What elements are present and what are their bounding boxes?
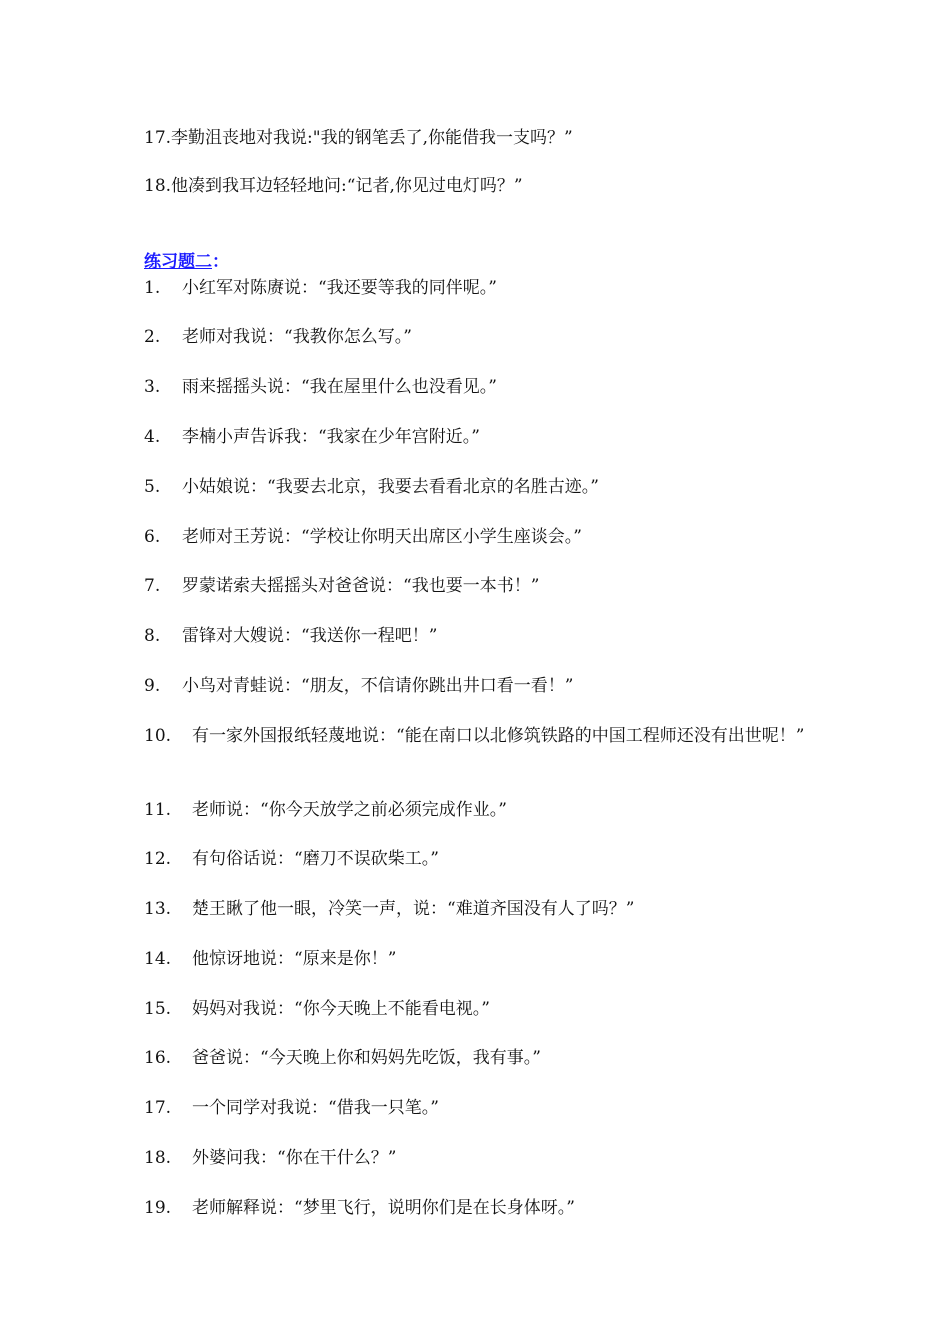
list-item-6: [144, 525, 814, 549]
item-text: 小鸟对青蛙说：“朋友，不信请你跳出井口看一看！”: [182, 676, 574, 696]
list-item-2: [144, 325, 814, 349]
item-number: 2.: [144, 327, 161, 347]
item-text: 老师说：“你今天放学之前必须完成作业。”: [192, 800, 507, 820]
list-item-9: [144, 674, 814, 698]
list-item-15: [144, 997, 814, 1021]
prev-item-17: 17.李勤沮丧地对我说:"我的钢笔丢了,你能借我一支吗？”: [144, 128, 573, 148]
item-text: 外婆问我：“你在干什么？”: [192, 1148, 397, 1168]
list-item-12: [144, 847, 814, 871]
item-text: 一个同学对我说：“借我一只笔。”: [192, 1098, 439, 1118]
item-text: 李楠小声告诉我：“我家在少年宫附近。”: [182, 427, 480, 447]
list-item-17: [144, 1096, 814, 1120]
item-number: 19.: [144, 1198, 172, 1218]
item-text: 小红军对陈赓说：“我还要等我的同伴呢。”: [182, 278, 497, 298]
item-text: 雷锋对大嫂说：“我送你一程吧！”: [182, 626, 438, 646]
item-text: 爸爸说：“今天晚上你和妈妈先吃饭，我有事。”: [192, 1048, 541, 1068]
section-heading-colon: ：: [212, 252, 229, 272]
list-item-11: [144, 798, 814, 822]
item-number: 9.: [144, 676, 161, 696]
item-number: 1.: [144, 278, 161, 298]
item-number: 17.: [144, 1098, 172, 1118]
item-number: 10.: [144, 726, 172, 746]
list-item-5: [144, 475, 814, 499]
list-item-19: [144, 1196, 814, 1220]
item-number: 6.: [144, 527, 161, 547]
list-item-16: [144, 1046, 814, 1070]
list-item-1: [144, 276, 814, 300]
list-item-13: [144, 897, 814, 921]
item-text: 雨来摇摇头说：“我在屋里什么也没看见。”: [182, 377, 497, 397]
item-text: 老师对王芳说：“学校让你明天出席区小学生座谈会。”: [182, 527, 582, 547]
item-text: 老师对我说：“我教你怎么写。”: [182, 327, 412, 347]
section-heading-link[interactable]: 练习题二: [144, 252, 212, 272]
item-number: 13.: [144, 899, 172, 919]
item-text: 小姑娘说：“我要去北京，我要去看看北京的名胜古迹。”: [182, 477, 599, 497]
item-number: 14.: [144, 949, 172, 969]
item-text: 有句俗话说：“磨刀不误砍柴工。”: [192, 849, 439, 869]
item-text: 楚王瞅了他一眼，冷笑一声，说：“难道齐国没有人了吗？”: [192, 899, 635, 919]
item-number: 5.: [144, 477, 161, 497]
list-item-10: [144, 724, 814, 748]
list-item-8: [144, 624, 814, 648]
list-item-14: [144, 947, 814, 971]
item-number: 12.: [144, 849, 172, 869]
list-item-4: [144, 425, 814, 449]
item-text: 妈妈对我说：“你今天晚上不能看电视。”: [192, 999, 490, 1019]
item-number: 4.: [144, 427, 161, 447]
item-text: 老师解释说：“梦里飞行，说明你们是在长身体呀。”: [192, 1198, 575, 1218]
item-number: 7.: [144, 576, 161, 596]
prev-item-18: 18.他凑到我耳边轻轻地问:“记者,你见过电灯吗？”: [144, 176, 523, 196]
list-item-18: [144, 1146, 814, 1170]
item-text: 有一家外国报纸轻蔑地说：“能在南口以北修筑铁路的中国工程师还没有出世呢！”: [192, 726, 805, 746]
item-text: 罗蒙诺索夫摇摇头对爸爸说：“我也要一本书！”: [182, 576, 540, 596]
list-item-7: [144, 574, 814, 598]
list-item-3: [144, 375, 814, 399]
item-number: 15.: [144, 999, 172, 1019]
item-number: 11.: [144, 800, 172, 820]
item-number: 8.: [144, 626, 161, 646]
item-number: 16.: [144, 1048, 172, 1068]
section-heading: [144, 250, 229, 274]
item-text: 他惊讶地说：“原来是你！”: [192, 949, 397, 969]
item-number: 3.: [144, 377, 161, 397]
item-number: 18.: [144, 1148, 172, 1168]
